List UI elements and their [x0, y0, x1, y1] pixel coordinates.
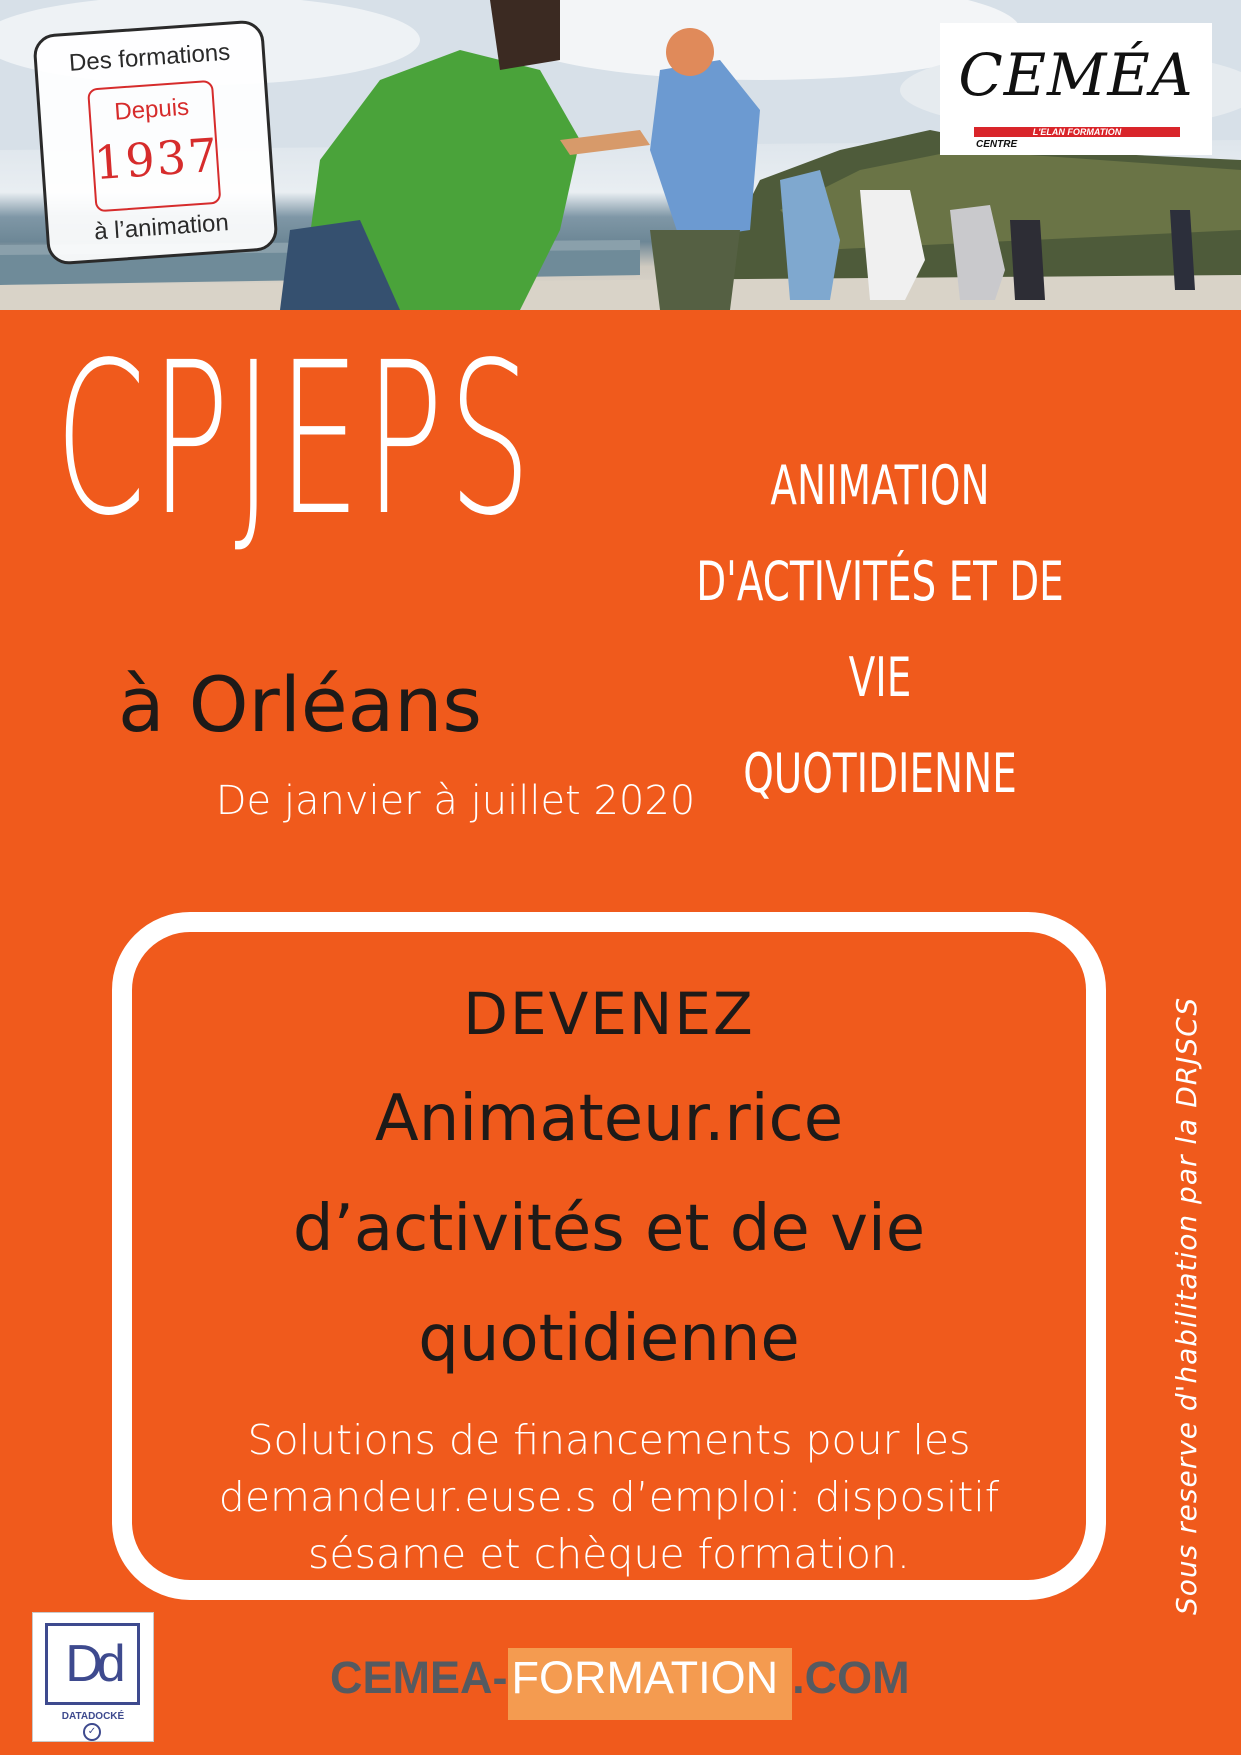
datadock-label: DATADOCKÉ: [61, 1711, 125, 1722]
callout-heading: DEVENEZ: [463, 980, 755, 1048]
specialty-line-3: QUOTIDIENNE: [743, 742, 1017, 805]
datadock-mark: Dd: [65, 1635, 120, 1693]
cemea-logo-tagline: L'ELAN FORMATION: [974, 127, 1180, 137]
stamp-bottom-text: à l’animation: [93, 209, 230, 246]
cemea-logo: [940, 23, 1212, 155]
cemea-logo-wordmark: CEMÉA: [958, 41, 1194, 109]
check-icon: ✓: [83, 1723, 101, 1741]
stamp-top-text: Des formations: [68, 38, 232, 77]
main-title: CPJEPS: [55, 317, 537, 562]
header-photo: [0, 0, 1241, 310]
stamp-depuis-text: Depuis: [113, 93, 190, 126]
specialty-line-2: D'ACTIVITÉS ET DE VIE: [696, 550, 1064, 709]
funding-line-2: demandeur.euse.s d’emploi: dispositif: [218, 1473, 1000, 1521]
location-title: à Orléans: [118, 660, 483, 749]
website-link[interactable]: [330, 1648, 910, 1720]
callout-box: [112, 912, 1106, 1600]
cemea-logo-region: CENTRE: [976, 139, 1018, 150]
funding-line-1: Solutions de financements pour les: [247, 1416, 971, 1464]
stamp-inner-frame: [87, 80, 221, 212]
website-part-1: CEMEA-: [330, 1652, 508, 1703]
stamp-year-text: 1937: [92, 127, 221, 191]
role-line-3: quotidienne: [418, 1302, 800, 1376]
since-1937-stamp: [32, 19, 279, 266]
funding-text: [162, 1412, 1056, 1583]
website-part-3: .COM: [792, 1652, 910, 1703]
funding-line-3: sésame et chèque formation.: [308, 1530, 910, 1578]
habilitation-note: Sous reserve d'habilitation par la DRJSCS: [1170, 996, 1203, 1615]
training-dates: [0, 778, 1241, 824]
website-part-2: FORMATION: [508, 1648, 793, 1720]
specialty-subtitle: [620, 438, 1140, 822]
role-line-2: d’activités et de vie: [292, 1192, 926, 1266]
datadock-badge: [32, 1612, 154, 1742]
datadock-frame: [45, 1623, 140, 1705]
role-line-1: Animateur.rice: [374, 1082, 844, 1156]
specialty-line-1: ANIMATION: [770, 454, 990, 517]
training-dates-text: De janvier à juillet 2020: [215, 778, 696, 824]
